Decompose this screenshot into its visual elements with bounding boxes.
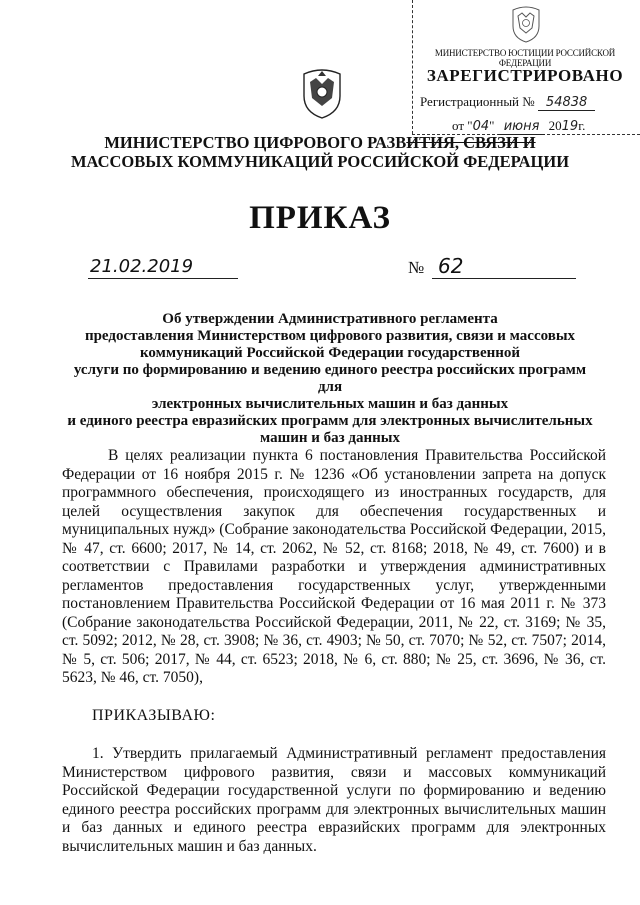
stamp-date-year-prefix: 20 [548, 118, 562, 133]
order-subject [60, 311, 600, 447]
ministry-line-1-text: МИНИСТЕРСТВО ЦИФРОВОГО РАЗВ [104, 133, 407, 152]
order-number-label: № [408, 258, 425, 277]
stamp-date-month: июня [498, 119, 546, 135]
order-number-field [432, 256, 576, 279]
ministry-line-1 [40, 133, 600, 152]
document-title: ПРИКАЗ [249, 200, 391, 236]
order-keyword: ПРИКАЗЫВАЮ: [92, 707, 216, 724]
order-number: 62 [438, 254, 464, 278]
stamp-reg-label: Регистрационный № [420, 94, 535, 109]
stamp-reg-number: 54838 [538, 95, 595, 111]
stamp-date-quote: " [489, 118, 495, 133]
stamp-date-prefix: от " [452, 118, 473, 133]
subject-line: коммуникаций Российской Федерации государственной [139, 345, 521, 361]
ministry-line-2: МАССОВЫХ КОММУНИКАЦИЙ РОССИЙСКОЙ ФЕДЕРАЦИИ [70, 152, 570, 171]
stamp-ministry: МИНИСТЕРСТВО ЮСТИЦИИ РОССИЙСКОЙ ФЕДЕРАЦИИ [434, 48, 616, 68]
coat-of-arms-icon [300, 68, 344, 120]
ministry-line-1-struck: ИТИЯ, СВЯЗИ И [406, 133, 536, 152]
subject-line: Об утверждении Административного регламента [162, 311, 498, 327]
stamp-date-row [452, 118, 640, 134]
subject-line: и единого реестра евразийских программ для электронных вычислительных [67, 413, 593, 429]
registration-stamp [412, 0, 640, 136]
stamp-date-day: 04 [472, 119, 490, 134]
subject-line: машин и баз данных [259, 430, 401, 446]
ministry-name [40, 133, 600, 171]
order-item-1: 1. Утвердить прилагаемый Административный регламент предоставления Министерством цифрового развития, связи и массовых коммуникаций Российской Федерации государственной услуги по формированию и ведению единого реестра российских программ для электронных вычислительных машин и баз данных и единого реестра евразийских программ для электронных вычислительных машин и баз данных. [62, 745, 606, 855]
preamble-paragraph: В целях реализации пункта 6 постановления Правительства Российской Федерации от 16 ноября 2015 г. № 1236 «Об установлении запрета на допуск программного обеспечения, происходящего из иностранных государств, для целей осуществления закупок для обеспечения государственных и муниципальных нужд» (Собрание законодательства Российской Федерации, 2015, № 47, ст. 6600; 2017, № 14, ст. 2062, № 52, ст. 8168; 2018, № 49, ст. 7600) и в соответствии с Правилами разработки и утверждения административных регламентов предоставления государственных услуг, утвержденными постановлением Правительства Российской Федерации от 16 мая 2011 г. № 373 (Собрание законодательства Российской Федерации, 2011, № 22, ст. 3169; № 35, ст. 5092; 2012, № 28, ст. 3908; № 36, ст. 4903; № 50, ст. 7070; № 52, ст. 7507; 2014, № 5, ст. 506; 2017, № 44, ст. 6523; 2018, № 6, ст. 880; № 25, ст. 3696, № 36, ст. 5623, № 46, ст. 7050), [62, 447, 606, 686]
stamp-registered-label: ЗАРЕГИСТРИРОВАНО [426, 66, 624, 85]
stamp-date-year: 19 [561, 119, 579, 134]
stamp-emblem-icon [510, 4, 542, 44]
order-date-field [88, 256, 238, 279]
order-date: 21.02.2019 [90, 256, 194, 277]
subject-line: электронных вычислительных машин и баз данных [151, 396, 509, 412]
stamp-registration-number-row [420, 94, 630, 110]
subject-line: услуги по формированию и ведению единого реестра российских программ для [73, 362, 587, 395]
subject-line: предоставления Министерством цифрового развития, связи и массовых [84, 328, 576, 344]
stamp-date-suffix: г. [578, 118, 586, 133]
